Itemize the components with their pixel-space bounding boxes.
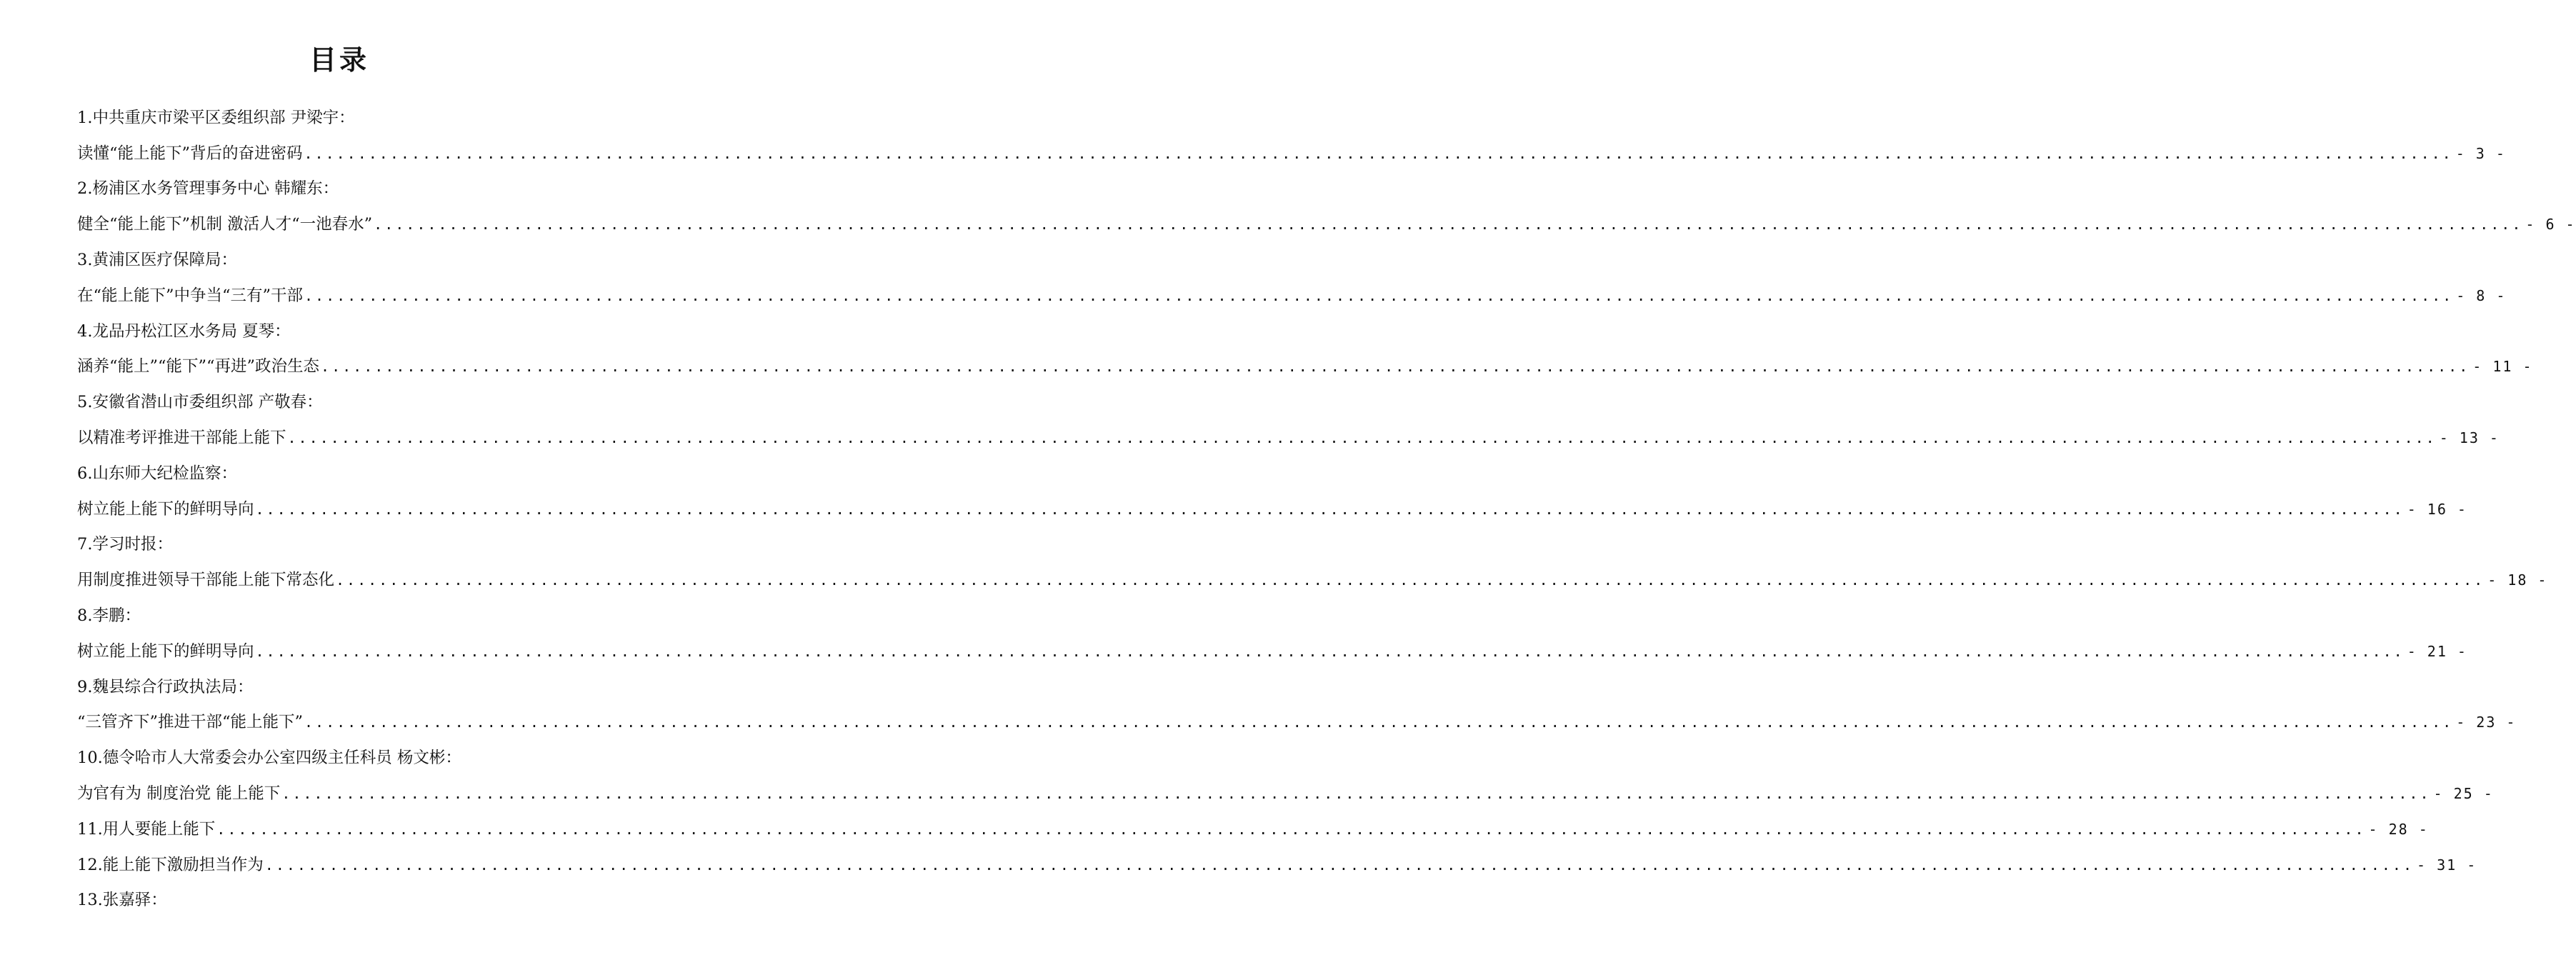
toc-page-number: - 8 -: [2456, 286, 2507, 304]
toc-entry[interactable]: [77, 634, 2467, 669]
toc-entry[interactable]: [77, 206, 2576, 242]
toc-page-number: - 28 -: [2368, 820, 2429, 838]
toc-entry-title: 树立能上能下的鲜明导向: [77, 641, 254, 661]
dot-leader: ........................................................................................................................................................................................................: [281, 785, 2431, 803]
toc-entry-title: “三管齐下”推进干部“能上能下”: [77, 713, 304, 732]
toc-entry[interactable]: [77, 136, 2506, 171]
toc-heading: [77, 740, 639, 776]
toc-entry[interactable]: [77, 420, 2500, 456]
toc-heading-text: 6.山东师大纪检监察：: [77, 464, 237, 483]
dot-leader: ........................................................................................................................................................................................................: [255, 500, 2405, 518]
toc-entry[interactable]: [77, 278, 2507, 314]
dot-leader: ........................................................................................................................................................................................................: [374, 216, 2523, 234]
toc-page-number: - 25 -: [2433, 785, 2494, 803]
toc-heading: [77, 171, 639, 207]
toc-page-number: - 13 -: [2439, 429, 2500, 447]
toc-heading-text: 3.黄浦区医疗保障局：: [77, 251, 237, 270]
toc-entry-title: 用制度推进领导干部能上能下常态化: [77, 571, 335, 590]
toc-entry[interactable]: [77, 811, 2429, 847]
dot-leader: ........................................................................................................................................................................................................: [264, 856, 2414, 874]
dot-leader: ........................................................................................................................................................................................................: [336, 571, 2485, 589]
toc-entry-title: 读懂“能上能下”背后的奋进密码: [77, 144, 303, 163]
toc-heading: [77, 242, 639, 278]
toc-title: 目录: [309, 44, 369, 76]
toc-page-number: - 11 -: [2472, 358, 2533, 376]
toc-page-number: - 3 -: [2455, 144, 2506, 162]
toc-heading-text: 1.中共重庆市梁平区委组织部 尹梁宇：: [77, 108, 355, 127]
toc-heading-text: 2.杨浦区水务管理事务中心 韩耀东：: [77, 179, 339, 199]
toc-page-number: - 31 -: [2417, 856, 2477, 874]
toc-page-number: - 6 -: [2525, 216, 2576, 234]
toc-entry[interactable]: [77, 776, 2494, 811]
toc-entry-title: 在“能上能下”中争当“三有”干部: [77, 286, 304, 305]
toc-entry-title: 树立能上能下的鲜明导向: [77, 499, 254, 519]
toc-entry[interactable]: [77, 491, 2467, 527]
dot-leader: ........................................................................................................................................................................................................: [287, 429, 2437, 447]
toc-heading-text: 9.魏县综合行政执法局：: [77, 677, 254, 696]
toc-heading-text: 10.德令哈市人大常委会办公室四级主任科员 杨文彬：: [77, 749, 461, 768]
toc-heading: [77, 456, 639, 491]
dot-leader: ........................................................................................................................................................................................................: [304, 714, 2454, 731]
toc-entry[interactable]: [77, 562, 2548, 598]
toc-heading-text: 13.张嘉驿：: [77, 891, 167, 910]
toc-heading: [77, 527, 639, 563]
toc-heading: [77, 883, 639, 919]
toc-entry-title: 涵养“能上”“能下”“再进”政治生态: [77, 357, 320, 376]
toc-heading-text: 8.李鹏：: [77, 606, 141, 626]
toc-entry-title: 11.用人要能上能下: [77, 819, 216, 839]
toc-entry[interactable]: [77, 847, 2477, 883]
dot-leader: ........................................................................................................................................................................................................: [304, 286, 2454, 304]
toc-heading: [77, 100, 639, 136]
toc-heading: [77, 384, 639, 420]
toc-heading: [77, 598, 639, 634]
toc-heading-text: 7.学习时报：: [77, 535, 173, 554]
toc-heading: [77, 314, 639, 349]
toc-page-number: - 23 -: [2456, 714, 2517, 731]
toc-heading: [77, 669, 639, 705]
toc-page-number: - 21 -: [2407, 642, 2467, 660]
toc-heading-text: 4.龙品丹松江区水务局 夏琴：: [77, 321, 291, 341]
toc-entry[interactable]: [77, 705, 2517, 741]
toc-entry-title: 以精准考评推进干部能上能下: [77, 429, 286, 448]
toc-page-number: - 18 -: [2487, 571, 2548, 589]
dot-leader: ........................................................................................................................................................................................................: [304, 144, 2453, 162]
toc-page-number: - 16 -: [2407, 500, 2467, 518]
dot-leader: ........................................................................................................................................................................................................: [216, 820, 2366, 838]
dot-leader: ........................................................................................................................................................................................................: [321, 358, 2470, 376]
toc-entry-title: 为官有为 制度治党 能上能下: [77, 784, 281, 804]
toc-entry-title: 健全“能上能下”机制 激活人才“一池春水”: [77, 215, 373, 234]
toc-entry[interactable]: [77, 349, 2533, 385]
table-of-contents: [77, 100, 2576, 918]
toc-heading-text: 5.安徽省潜山市委组织部 产敬春：: [77, 393, 323, 412]
toc-entry-title: 12.能上能下激励担当作为: [77, 855, 264, 874]
dot-leader: ........................................................................................................................................................................................................: [255, 642, 2405, 660]
